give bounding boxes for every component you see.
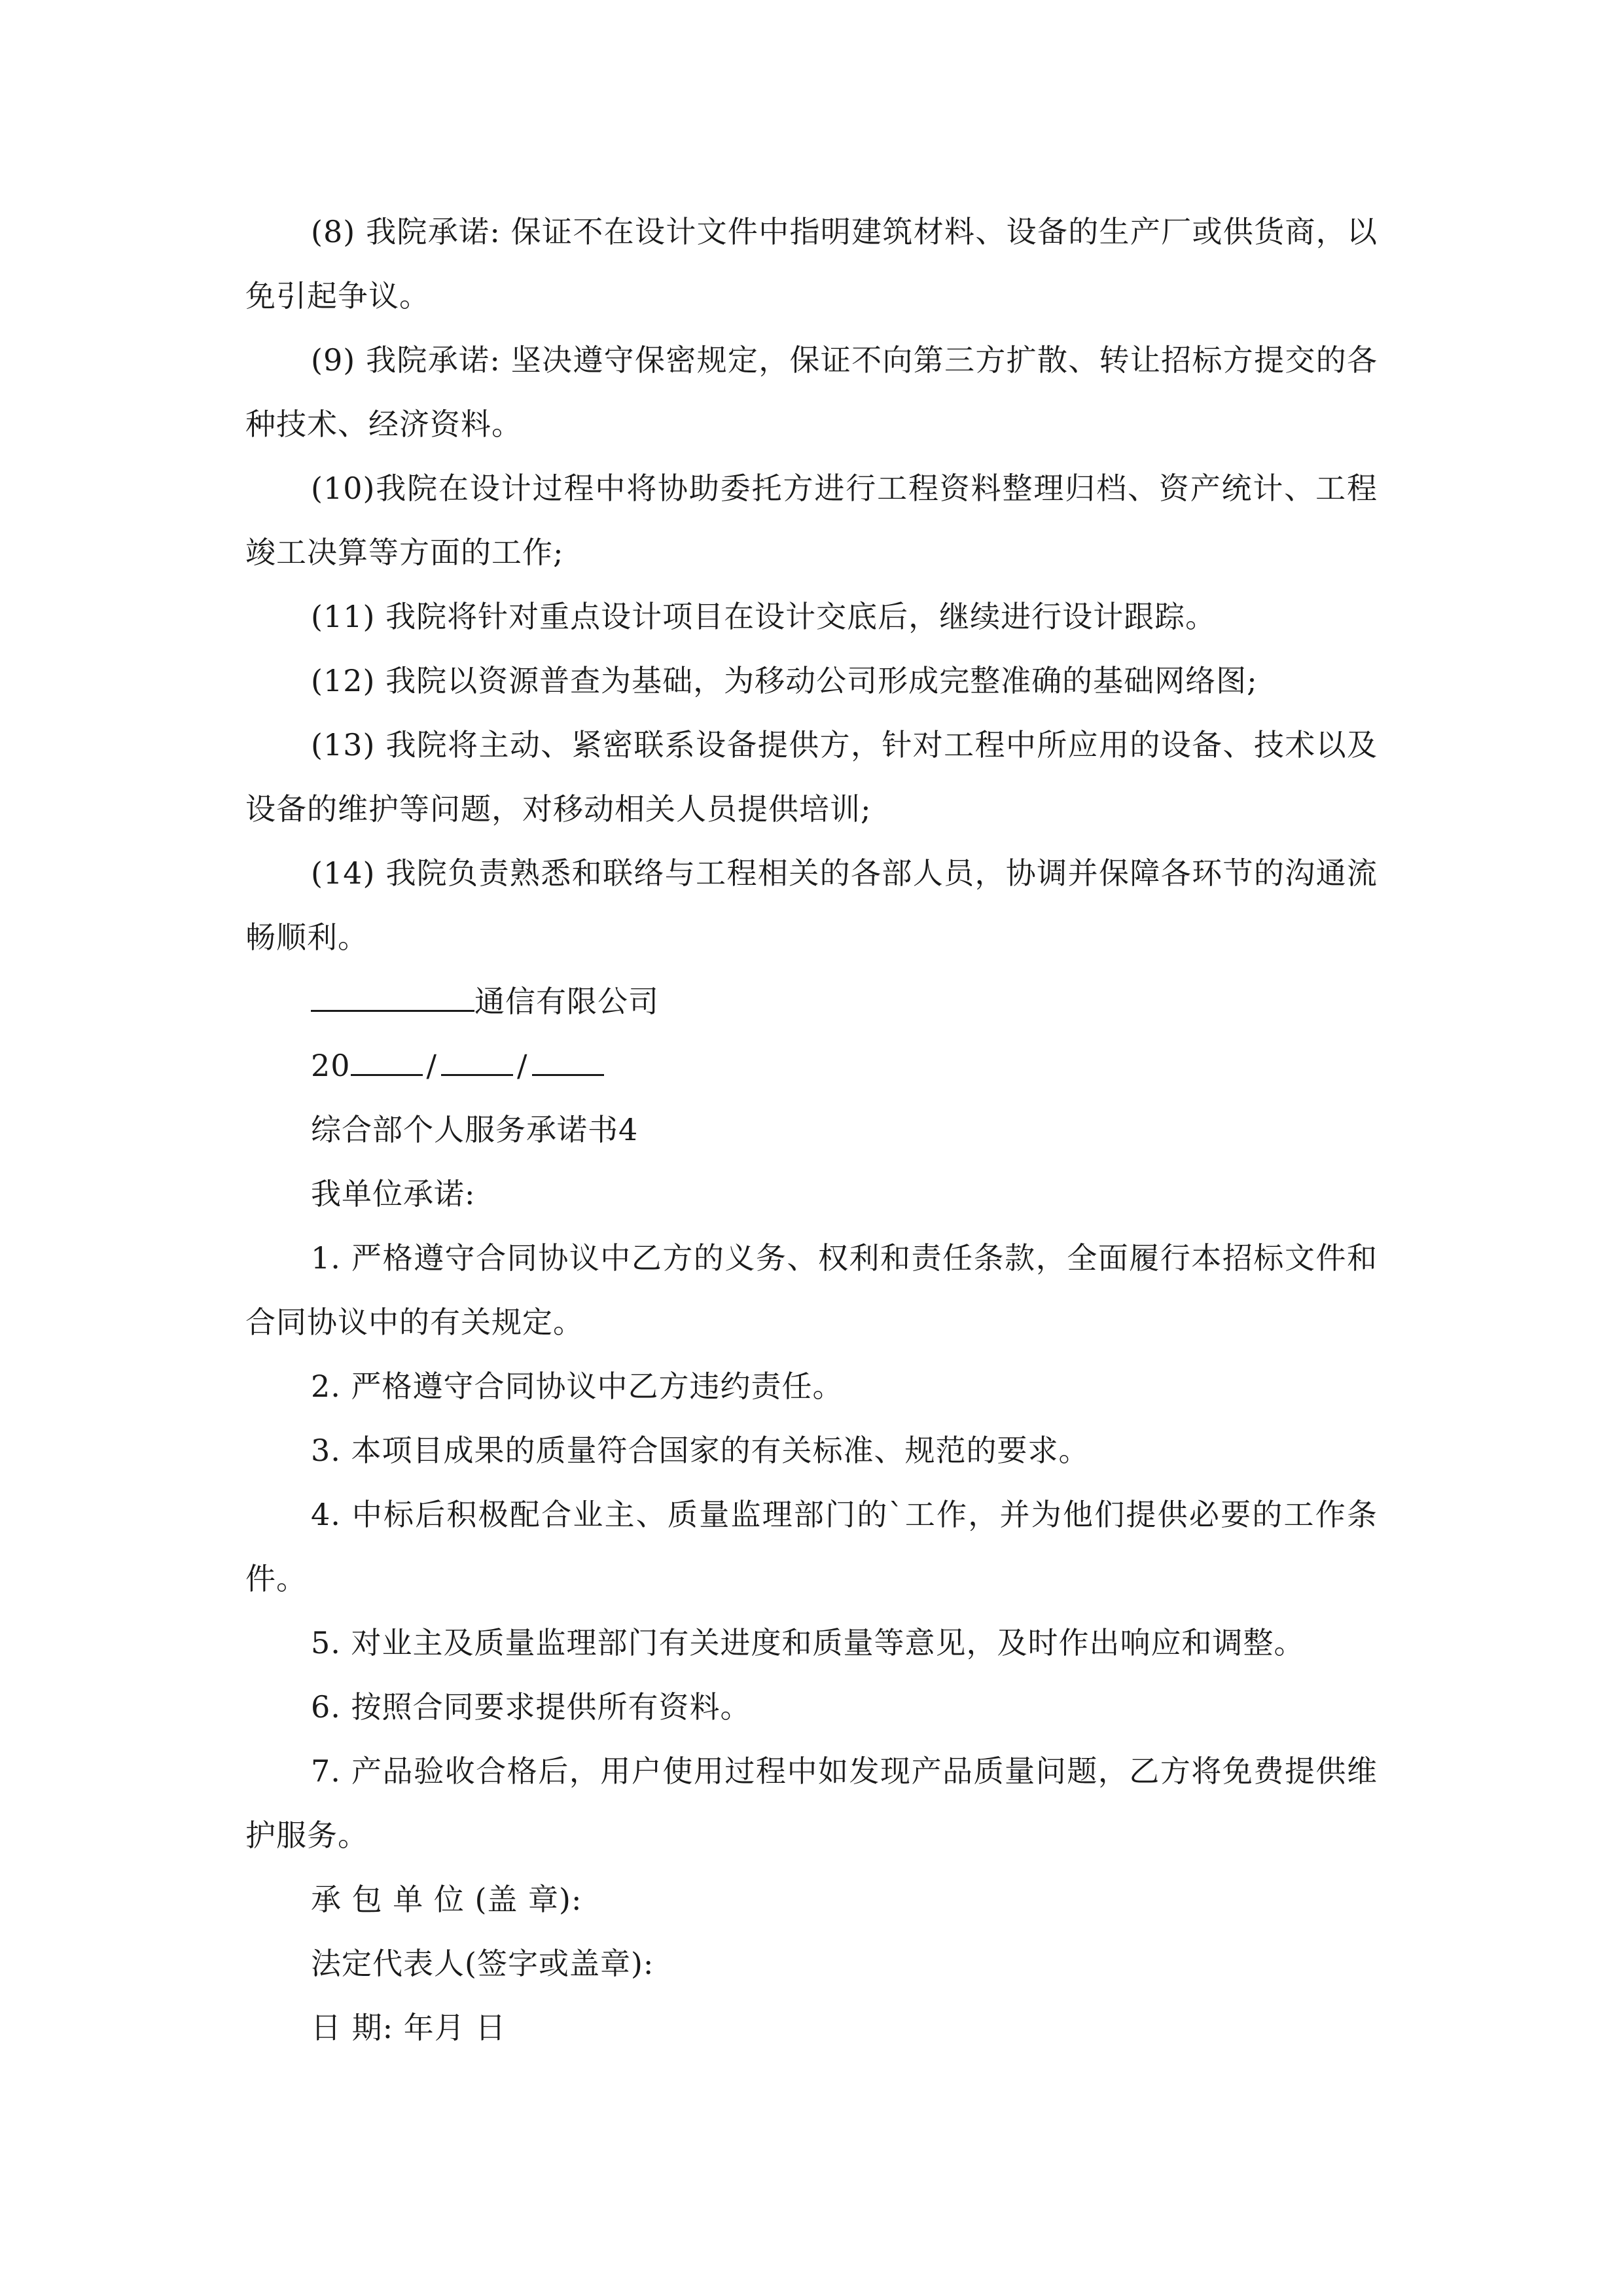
list-item-3: [245, 1418, 1378, 1482]
commitment-number: (11): [311, 599, 376, 634]
list-item-text: 产品验收合格后，用户使用过程中如发现产品质量问题，乙方将免费提供维护服务。: [245, 1753, 1378, 1853]
date-prefix: 20: [311, 1048, 351, 1083]
list-item-text: 中标后积极配合业主、质量监理部门的`工作，并为他们提供必要的工作条件。: [245, 1497, 1378, 1596]
section-title: 综合部个人服务承诺书4: [311, 1112, 639, 1147]
commitment-item-10: [245, 456, 1378, 584]
intro-text: 我单位承诺:: [311, 1176, 476, 1211]
date-year-blank: [351, 1040, 423, 1076]
commitment-number: (8): [311, 214, 356, 249]
date-month-blank: [441, 1040, 513, 1076]
list-item-7: [245, 1739, 1378, 1867]
commitment-text: 我院将针对重点设计项目在设计交底后，继续进行设计跟踪。: [385, 599, 1217, 634]
list-item-number: 3.: [311, 1433, 341, 1468]
list-item-1: [245, 1226, 1378, 1354]
list-item-number: 7.: [311, 1753, 341, 1789]
list-item-6: [245, 1675, 1378, 1739]
commitment-number: (13): [311, 727, 376, 762]
list-item-number: 5.: [311, 1625, 341, 1660]
commitment-number: (9): [311, 342, 356, 378]
list-item-text: 对业主及质量监理部门有关进度和质量等意见，及时作出响应和调整。: [351, 1625, 1305, 1660]
commitment-text: 我院以资源普查为基础，为移动公司形成完整准确的基础网络图;: [385, 663, 1258, 698]
commitment-item-9: [245, 328, 1378, 456]
list-item-number: 1.: [311, 1240, 341, 1276]
list-item-number: 2.: [311, 1369, 341, 1404]
commitment-text: 我院在设计过程中将协助委托方进行工程资料整理归档、资产统计、工程竣工决算等方面的工作;: [245, 471, 1378, 570]
list-item-text: 严格遵守合同协议中乙方违约责任。: [351, 1369, 844, 1404]
commitment-item-8: [245, 200, 1378, 328]
commitment-text: 我院承诺: 坚决遵守保密规定，保证不向第三方扩散、转让招标方提交的各种技术、经济资料。: [245, 342, 1378, 442]
company-name-blank: [311, 976, 474, 1012]
date-line: [245, 1033, 1378, 1098]
list-item-number: 6.: [311, 1689, 341, 1725]
document-body: [245, 200, 1378, 2060]
commitment-text: 我院负责熟悉和联络与工程相关的各部人员，协调并保障各环节的沟通流畅顺利。: [245, 855, 1378, 955]
list-item-text: 严格遵守合同协议中乙方的义务、权利和责任条款，全面履行本招标文件和合同协议中的有关规定。: [245, 1240, 1378, 1340]
commitment-item-12: [245, 649, 1378, 713]
commitment-number: (12): [311, 663, 376, 698]
legal-rep-signature-line: 法定代表人(签字或盖章):: [311, 1946, 654, 1981]
list-item-text: 按照合同要求提供所有资料。: [351, 1689, 751, 1725]
list-item-number: 4.: [311, 1497, 341, 1532]
signature-date-line: 日 期: 年月 日: [311, 2010, 507, 2045]
date-day-blank: [532, 1040, 604, 1076]
date-separator: /: [517, 1048, 528, 1083]
list-item-4: [245, 1482, 1378, 1611]
commitment-number: (10): [311, 471, 376, 506]
commitment-item-14: [245, 841, 1378, 969]
company-suffix: 通信有限公司: [474, 984, 659, 1019]
commitment-item-13: [245, 713, 1378, 841]
contractor-seal-line: 承 包 单 位 (盖 章):: [311, 1882, 582, 1917]
commitment-number: (14): [311, 855, 376, 891]
date-separator: /: [426, 1048, 438, 1083]
list-item-5: [245, 1611, 1378, 1675]
list-item-2: [245, 1354, 1378, 1418]
commitment-item-11: [245, 584, 1378, 649]
commitment-text: 我院将主动、紧密联系设备提供方，针对工程中所应用的设备、技术以及设备的维护等问题，对移动相关人员提供培训;: [245, 727, 1378, 827]
commitment-text: 我院承诺: 保证不在设计文件中指明建筑材料、设备的生产厂或供货商，以免引起争议。: [245, 214, 1378, 314]
list-item-text: 本项目成果的质量符合国家的有关标准、规范的要求。: [351, 1433, 1090, 1468]
company-signature-line: [245, 969, 1378, 1033]
